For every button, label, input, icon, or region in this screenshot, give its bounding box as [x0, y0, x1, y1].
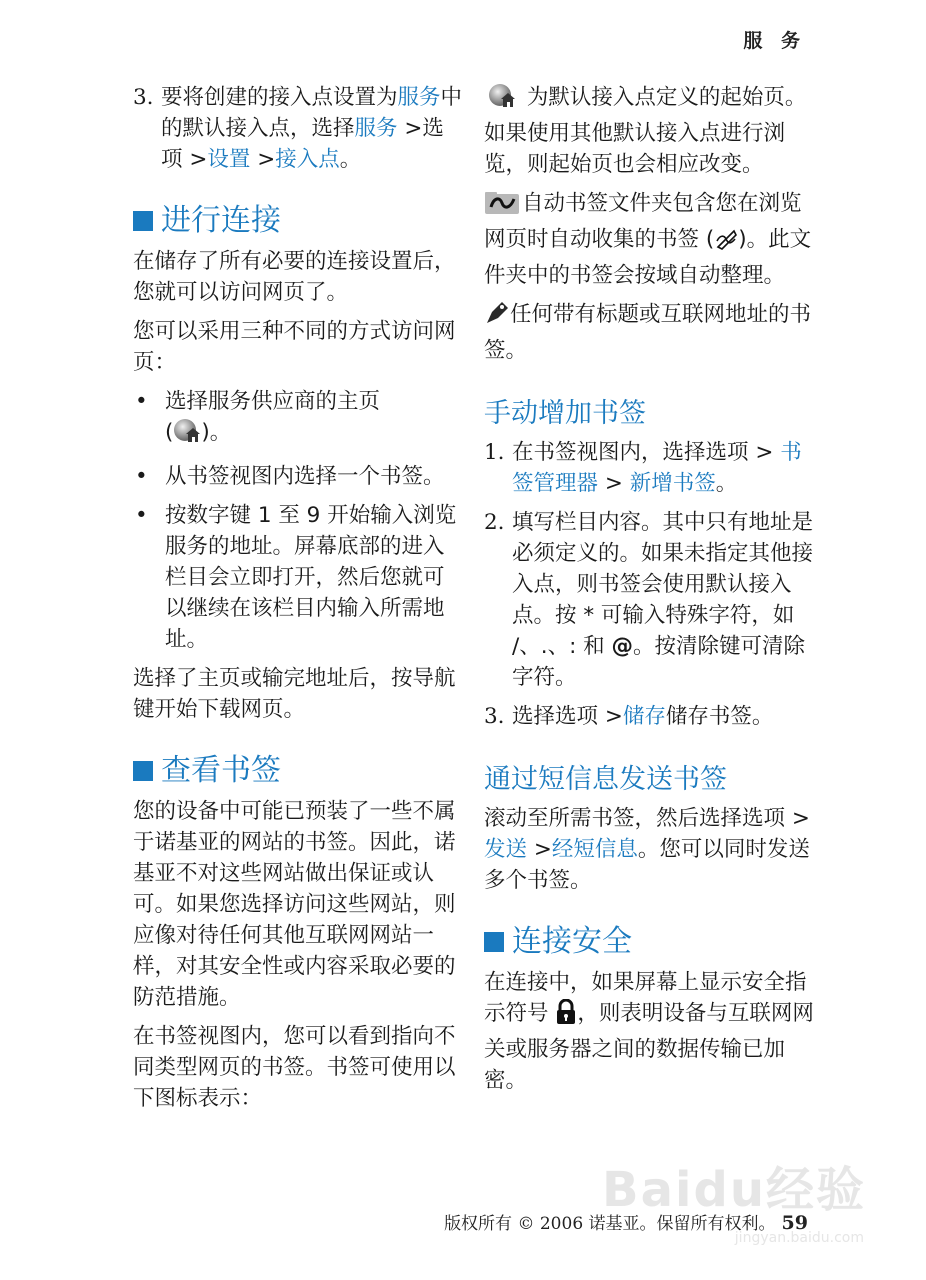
copyright: 版权所有 © 2006 诺基亚。保留所有权利。 — [444, 1214, 776, 1234]
heading-text: 进行连接 — [161, 203, 281, 238]
right-column — [484, 82, 814, 1104]
paragraph — [484, 803, 814, 896]
step-number: 3. — [484, 704, 505, 729]
text: 任何带有标题或互联网地址的书签。 — [484, 302, 812, 363]
text: 按数字键 1 至 9 开始输入浏览服务的地址。屏幕底部的 — [165, 503, 457, 559]
heading-square-icon — [484, 932, 504, 952]
sep: > — [397, 116, 423, 141]
text: )。此文件夹中的书签会按域自动整理。 — [484, 227, 812, 288]
text: 。您可以同时发送多个书签。 — [484, 837, 810, 893]
heading-connection-security — [484, 926, 814, 957]
menu-options: 选项 — [555, 704, 599, 729]
link-send: 发送 — [484, 837, 528, 862]
paragraph: 选择了主页或输完地址后，按导航键开始下载网页。 — [133, 666, 456, 722]
paragraph: 您的设备中可能已预装了一些不属于诺基亚的网站的书签。因此，诺基亚不对这些网站做出保证或认可。如果您选择访问这些网站，则应像对待任何其他互联网网站一样，对其安全性或内容采取必要的防范措施。 — [133, 799, 456, 1010]
paragraph: 在储存了所有必要的连接设置后，您就可以访问网页了。 — [133, 249, 456, 305]
text: 为默认接入点定义的起始页。如果使用其他默认接入点进行浏览，则起始页也会相应改变。 — [484, 85, 807, 177]
watermark-logo: Baidu经验 — [602, 1162, 866, 1218]
text: 选择服务供应商的主页 — [165, 389, 381, 414]
step-number: 2. — [484, 510, 505, 535]
sep: > — [182, 147, 208, 172]
auto-bookmarks-folder-icon — [484, 191, 522, 224]
sep: > — [785, 806, 810, 831]
link-access-point: 接入点 — [275, 147, 340, 172]
bullet-text: 从书签视图内选择一个书签。 — [165, 464, 445, 489]
text: 自动书签文件夹包含您在浏览网页时自动收集的书签 ( — [484, 191, 802, 252]
step-number: 3. — [133, 85, 154, 110]
auto-bookmark-icon — [714, 227, 738, 260]
paragraph: 在书签视图内，您可以看到指向不同类型网页的书签。书签可使用以下图标表示： — [133, 1024, 456, 1111]
step-number: 1. — [484, 440, 505, 465]
bullet-text — [165, 386, 380, 453]
text: 选择 — [512, 704, 556, 729]
sep: > — [748, 440, 781, 465]
link-save: 储存 — [622, 704, 666, 729]
link-settings: 设置 — [207, 147, 251, 172]
text: ，则表明设备与互联网网关或服务器之间的数据传输已加密。 — [484, 1001, 814, 1093]
icon-desc-bookmark — [484, 299, 814, 366]
lock-icon — [555, 999, 577, 1034]
icon-desc-auto-folder — [484, 188, 814, 291]
step-3-access-point — [133, 82, 463, 175]
heading-add-bookmark-manually: 手动增加书签 — [484, 398, 646, 429]
text: 。按清除键可清除字符。 — [512, 634, 806, 690]
bullet-item — [133, 386, 463, 453]
icon-desc-home — [484, 82, 814, 180]
bullet-dot: • — [135, 503, 148, 528]
text: 中的默认接入点，选择 — [161, 85, 463, 141]
left-column — [133, 82, 463, 1122]
step-text — [512, 701, 773, 732]
bookmark-icon — [484, 300, 510, 335]
heading-square-icon — [133, 761, 153, 781]
step-text — [512, 507, 814, 693]
bullet-dot: • — [135, 389, 148, 414]
section-header: 服 务 — [743, 30, 806, 52]
page-footer — [444, 1209, 808, 1234]
step-text — [512, 437, 814, 499]
link-bookmark-manager: 书签管理器 — [512, 440, 802, 496]
text: 栏目会立即打开，然后您就可以继续在该栏目内输入所需地址。 — [165, 565, 445, 652]
menu-options: 选项 — [705, 440, 749, 465]
home-globe-icon — [484, 83, 520, 118]
watermark-url: jingyan.baidu.com — [734, 1230, 864, 1246]
text: ( — [165, 420, 174, 445]
text: 在书签视图内，选择 — [512, 440, 706, 465]
heading-connect — [133, 205, 463, 236]
paragraph: 您可以采用三种不同的方式访问网页： — [133, 319, 456, 375]
bullet-dot: • — [135, 464, 148, 489]
heading-square-icon — [133, 211, 153, 231]
menu-options: 选项 — [161, 116, 444, 172]
bullet-item — [133, 500, 463, 655]
text: 。 — [715, 471, 738, 496]
text: 储存书签。 — [665, 704, 774, 729]
menu-options: 选项 — [742, 806, 786, 831]
heading-text: 查看书签 — [161, 753, 281, 788]
heading-send-bookmarks: 通过短信息发送书签 — [484, 764, 727, 795]
bullet-text — [165, 500, 463, 655]
sep: > — [598, 471, 630, 496]
step-2-manual — [484, 507, 814, 693]
at-symbol: @ — [611, 634, 633, 659]
sep: > — [250, 147, 276, 172]
text: 要将创建的接入点设置为 — [161, 85, 398, 110]
text: 滚动至所需书签，然后选择 — [484, 806, 743, 831]
step-text — [161, 82, 463, 175]
home-globe-icon — [173, 418, 201, 453]
link-services-2: 服务 — [354, 116, 398, 141]
heading-view-bookmarks — [133, 755, 463, 786]
sep: > — [527, 837, 552, 862]
link-new-bookmark: 新增书签 — [629, 471, 716, 496]
heading-text: 连接安全 — [512, 924, 632, 959]
text: 在连接中，如果屏幕上显示安全指示符号 — [484, 970, 807, 1026]
paragraph — [484, 967, 814, 1096]
text: )。 — [201, 420, 232, 445]
sep: > — [598, 704, 623, 729]
link-via-message: 经短信息 — [551, 837, 638, 862]
page-number: 59 — [781, 1212, 808, 1234]
step-1-manual — [484, 437, 814, 499]
bullet-item — [133, 461, 463, 492]
link-services: 服务 — [397, 85, 441, 110]
go-to-field: 进入 — [401, 534, 445, 559]
text: 填写栏目内容。其中只有地址是必须定义的。如果未指定其他接入点，则书签会使用默认接入点。按 * 可输入特殊字符，如 /、.、: 和 — [512, 510, 814, 659]
step-3-manual — [484, 701, 814, 732]
text: 。 — [339, 147, 362, 172]
